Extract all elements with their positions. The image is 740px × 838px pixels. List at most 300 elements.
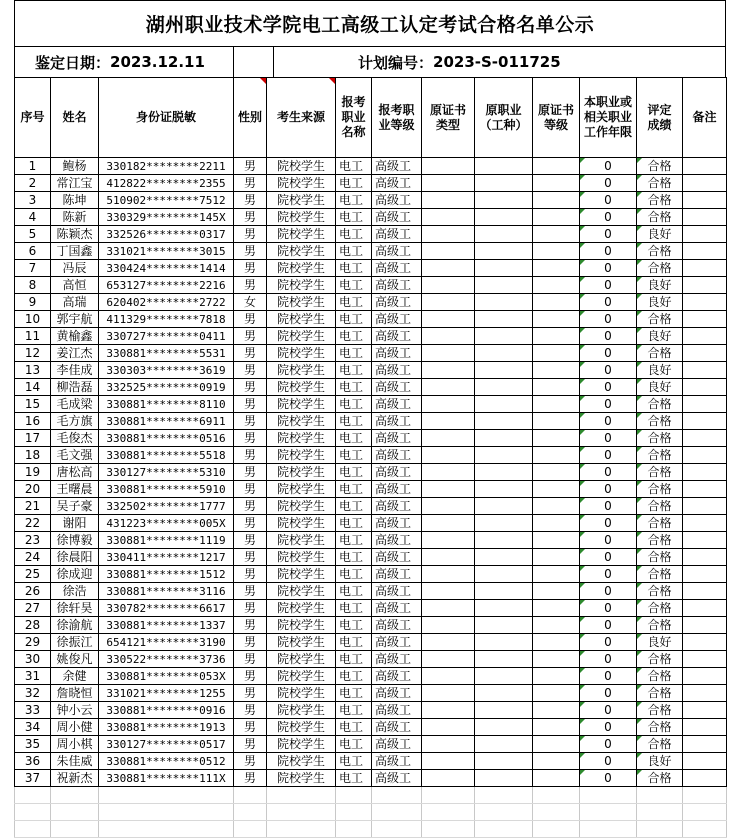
cell-id[interactable]: 332525********0919: [99, 379, 234, 396]
cell-name[interactable]: 吴子豪: [51, 498, 99, 515]
cell-cert-type[interactable]: [422, 617, 475, 634]
empty-cell[interactable]: [683, 787, 727, 804]
cell-result[interactable]: 合格: [637, 192, 683, 209]
empty-cell[interactable]: [533, 787, 580, 804]
cell-seq[interactable]: 15: [15, 396, 51, 413]
cell-cert-level[interactable]: [533, 345, 580, 362]
header-result[interactable]: 评定成绩: [637, 78, 683, 158]
empty-cell[interactable]: [234, 787, 267, 804]
cell-cert-type[interactable]: [422, 243, 475, 260]
cell-name[interactable]: 毛俊杰: [51, 430, 99, 447]
cell-orig-job[interactable]: [475, 464, 533, 481]
cell-occupation[interactable]: 电工: [336, 651, 372, 668]
cell-cert-level[interactable]: [533, 294, 580, 311]
cell-source[interactable]: 院校学生: [267, 243, 336, 260]
cell-name[interactable]: 黄榆鑫: [51, 328, 99, 345]
cell-level[interactable]: 高级工: [372, 719, 422, 736]
cell-remark[interactable]: [683, 243, 727, 260]
cell-name[interactable]: 徐轩昊: [51, 600, 99, 617]
cell-cert-type[interactable]: [422, 260, 475, 277]
cell-seq[interactable]: 27: [15, 600, 51, 617]
empty-cell[interactable]: [637, 804, 683, 821]
cell-cert-level[interactable]: [533, 464, 580, 481]
cell-cert-type[interactable]: [422, 277, 475, 294]
cell-id[interactable]: 330182********2211: [99, 158, 234, 175]
empty-cell[interactable]: [372, 787, 422, 804]
cell-result[interactable]: 良好: [637, 294, 683, 311]
cell-cert-level[interactable]: [533, 498, 580, 515]
cell-cert-level[interactable]: [533, 515, 580, 532]
cell-seq[interactable]: 3: [15, 192, 51, 209]
header-id[interactable]: 身份证脱敏: [99, 78, 234, 158]
cell-level[interactable]: 高级工: [372, 753, 422, 770]
cell-orig-job[interactable]: [475, 702, 533, 719]
cell-orig-job[interactable]: [475, 481, 533, 498]
cell-cert-level[interactable]: [533, 158, 580, 175]
cell-years[interactable]: 0: [580, 634, 637, 651]
cell-source[interactable]: 院校学生: [267, 192, 336, 209]
cell-source[interactable]: 院校学生: [267, 226, 336, 243]
cell-source[interactable]: 院校学生: [267, 719, 336, 736]
cell-remark[interactable]: [683, 430, 727, 447]
cell-source[interactable]: 院校学生: [267, 464, 336, 481]
cell-years[interactable]: 0: [580, 396, 637, 413]
cell-cert-level[interactable]: [533, 668, 580, 685]
header-name[interactable]: 姓名: [51, 78, 99, 158]
cell-level[interactable]: 高级工: [372, 413, 422, 430]
cell-occupation[interactable]: 电工: [336, 583, 372, 600]
cell-level[interactable]: 高级工: [372, 430, 422, 447]
cell-remark[interactable]: [683, 549, 727, 566]
cell-years[interactable]: 0: [580, 617, 637, 634]
empty-cell[interactable]: [637, 821, 683, 838]
cell-name[interactable]: 钟小云: [51, 702, 99, 719]
cell-source[interactable]: 院校学生: [267, 515, 336, 532]
cell-source[interactable]: 院校学生: [267, 277, 336, 294]
cell-level[interactable]: 高级工: [372, 345, 422, 362]
cell-seq[interactable]: 20: [15, 481, 51, 498]
cell-id[interactable]: 330881********111X: [99, 770, 234, 787]
cell-remark[interactable]: [683, 685, 727, 702]
cell-cert-level[interactable]: [533, 770, 580, 787]
cell-cert-level[interactable]: [533, 566, 580, 583]
cell-cert-level[interactable]: [533, 175, 580, 192]
cell-gender[interactable]: 男: [234, 243, 267, 260]
cell-name[interactable]: 毛方旗: [51, 413, 99, 430]
cell-cert-level[interactable]: [533, 617, 580, 634]
cell-id[interactable]: 510902********7512: [99, 192, 234, 209]
empty-cell[interactable]: [234, 804, 267, 821]
cell-occupation[interactable]: 电工: [336, 549, 372, 566]
cell-name[interactable]: 徐博毅: [51, 532, 99, 549]
cell-cert-type[interactable]: [422, 413, 475, 430]
cell-years[interactable]: 0: [580, 260, 637, 277]
cell-name[interactable]: 唐松高: [51, 464, 99, 481]
cell-gender[interactable]: 男: [234, 549, 267, 566]
cell-occupation[interactable]: 电工: [336, 311, 372, 328]
cell-name[interactable]: 毛文强: [51, 447, 99, 464]
cell-remark[interactable]: [683, 668, 727, 685]
cell-orig-job[interactable]: [475, 685, 533, 702]
empty-cell[interactable]: [580, 821, 637, 838]
cell-name[interactable]: 徐晨阳: [51, 549, 99, 566]
cell-gender[interactable]: 男: [234, 753, 267, 770]
cell-level[interactable]: 高级工: [372, 294, 422, 311]
cell-level[interactable]: 高级工: [372, 175, 422, 192]
cell-remark[interactable]: [683, 736, 727, 753]
cell-source[interactable]: 院校学生: [267, 447, 336, 464]
cell-source[interactable]: 院校学生: [267, 294, 336, 311]
cell-result[interactable]: 合格: [637, 447, 683, 464]
cell-source[interactable]: 院校学生: [267, 209, 336, 226]
cell-occupation[interactable]: 电工: [336, 345, 372, 362]
cell-seq[interactable]: 24: [15, 549, 51, 566]
cell-remark[interactable]: [683, 651, 727, 668]
cell-orig-job[interactable]: [475, 192, 533, 209]
cell-name[interactable]: 高瑞: [51, 294, 99, 311]
cell-years[interactable]: 0: [580, 362, 637, 379]
cell-level[interactable]: 高级工: [372, 396, 422, 413]
header-seq[interactable]: 序号: [15, 78, 51, 158]
header-level[interactable]: 报考职业等级: [372, 78, 422, 158]
cell-level[interactable]: 高级工: [372, 260, 422, 277]
cell-level[interactable]: 高级工: [372, 566, 422, 583]
cell-level[interactable]: 高级工: [372, 226, 422, 243]
cell-cert-level[interactable]: [533, 192, 580, 209]
cell-name[interactable]: 朱佳威: [51, 753, 99, 770]
empty-cell[interactable]: [422, 787, 475, 804]
cell-gender[interactable]: 男: [234, 362, 267, 379]
cell-years[interactable]: 0: [580, 532, 637, 549]
empty-cell[interactable]: [475, 821, 533, 838]
cell-level[interactable]: 高级工: [372, 549, 422, 566]
cell-occupation[interactable]: 电工: [336, 464, 372, 481]
cell-cert-level[interactable]: [533, 413, 580, 430]
cell-seq[interactable]: 10: [15, 311, 51, 328]
cell-name[interactable]: 姚俊凡: [51, 651, 99, 668]
header-cert-level[interactable]: 原证书等级: [533, 78, 580, 158]
cell-occupation[interactable]: 电工: [336, 294, 372, 311]
cell-cert-level[interactable]: [533, 209, 580, 226]
cell-years[interactable]: 0: [580, 158, 637, 175]
cell-id[interactable]: 330127********0517: [99, 736, 234, 753]
cell-result[interactable]: 合格: [637, 311, 683, 328]
cell-years[interactable]: 0: [580, 430, 637, 447]
cell-orig-job[interactable]: [475, 668, 533, 685]
cell-occupation[interactable]: 电工: [336, 532, 372, 549]
cell-source[interactable]: 院校学生: [267, 617, 336, 634]
cell-name[interactable]: 陈颖杰: [51, 226, 99, 243]
cell-years[interactable]: 0: [580, 413, 637, 430]
cell-source[interactable]: 院校学生: [267, 753, 336, 770]
empty-cell[interactable]: [580, 804, 637, 821]
cell-source[interactable]: 院校学生: [267, 770, 336, 787]
cell-gender[interactable]: 男: [234, 396, 267, 413]
cell-cert-level[interactable]: [533, 430, 580, 447]
cell-occupation[interactable]: 电工: [336, 753, 372, 770]
cell-level[interactable]: 高级工: [372, 243, 422, 260]
cell-source[interactable]: 院校学生: [267, 600, 336, 617]
cell-seq[interactable]: 2: [15, 175, 51, 192]
cell-occupation[interactable]: 电工: [336, 736, 372, 753]
cell-cert-type[interactable]: [422, 668, 475, 685]
cell-result[interactable]: 合格: [637, 345, 683, 362]
cell-source[interactable]: 院校学生: [267, 481, 336, 498]
cell-cert-type[interactable]: [422, 549, 475, 566]
cell-remark[interactable]: [683, 277, 727, 294]
cell-years[interactable]: 0: [580, 192, 637, 209]
cell-occupation[interactable]: 电工: [336, 396, 372, 413]
cell-result[interactable]: 合格: [637, 566, 683, 583]
cell-id[interactable]: 653127********2216: [99, 277, 234, 294]
cell-occupation[interactable]: 电工: [336, 328, 372, 345]
cell-result[interactable]: 良好: [637, 753, 683, 770]
cell-result[interactable]: 合格: [637, 651, 683, 668]
cell-remark[interactable]: [683, 209, 727, 226]
cell-years[interactable]: 0: [580, 209, 637, 226]
cell-remark[interactable]: [683, 175, 727, 192]
cell-orig-job[interactable]: [475, 345, 533, 362]
cell-seq[interactable]: 16: [15, 413, 51, 430]
empty-cell[interactable]: [580, 787, 637, 804]
cell-level[interactable]: 高级工: [372, 447, 422, 464]
cell-cert-level[interactable]: [533, 634, 580, 651]
cell-source[interactable]: 院校学生: [267, 634, 336, 651]
cell-level[interactable]: 高级工: [372, 702, 422, 719]
cell-result[interactable]: 合格: [637, 464, 683, 481]
cell-source[interactable]: 院校学生: [267, 345, 336, 362]
cell-occupation[interactable]: 电工: [336, 260, 372, 277]
cell-level[interactable]: 高级工: [372, 311, 422, 328]
cell-remark[interactable]: [683, 226, 727, 243]
cell-years[interactable]: 0: [580, 311, 637, 328]
cell-cert-type[interactable]: [422, 294, 475, 311]
cell-id[interactable]: 331021********3015: [99, 243, 234, 260]
cell-remark[interactable]: [683, 583, 727, 600]
cell-name[interactable]: 常江宝: [51, 175, 99, 192]
cell-id[interactable]: 330881********3116: [99, 583, 234, 600]
header-occupation[interactable]: 报考职业名称: [336, 78, 372, 158]
cell-orig-job[interactable]: [475, 532, 533, 549]
cell-gender[interactable]: 男: [234, 192, 267, 209]
cell-result[interactable]: 合格: [637, 685, 683, 702]
cell-remark[interactable]: [683, 311, 727, 328]
cell-years[interactable]: 0: [580, 447, 637, 464]
cell-cert-type[interactable]: [422, 345, 475, 362]
cell-years[interactable]: 0: [580, 226, 637, 243]
cell-id[interactable]: 330127********5310: [99, 464, 234, 481]
cell-cert-type[interactable]: [422, 209, 475, 226]
cell-result[interactable]: 良好: [637, 362, 683, 379]
cell-source[interactable]: 院校学生: [267, 498, 336, 515]
cell-cert-level[interactable]: [533, 311, 580, 328]
cell-cert-type[interactable]: [422, 328, 475, 345]
header-gender[interactable]: 性别: [234, 78, 267, 158]
cell-cert-type[interactable]: [422, 379, 475, 396]
cell-cert-type[interactable]: [422, 362, 475, 379]
cell-years[interactable]: 0: [580, 243, 637, 260]
cell-years[interactable]: 0: [580, 464, 637, 481]
cell-years[interactable]: 0: [580, 515, 637, 532]
cell-orig-job[interactable]: [475, 362, 533, 379]
cell-id[interactable]: 620402********2722: [99, 294, 234, 311]
empty-cell[interactable]: [372, 821, 422, 838]
cell-years[interactable]: 0: [580, 566, 637, 583]
cell-name[interactable]: 冯辰: [51, 260, 99, 277]
cell-remark[interactable]: [683, 464, 727, 481]
cell-occupation[interactable]: 电工: [336, 498, 372, 515]
cell-orig-job[interactable]: [475, 498, 533, 515]
cell-years[interactable]: 0: [580, 770, 637, 787]
cell-seq[interactable]: 17: [15, 430, 51, 447]
cell-result[interactable]: 合格: [637, 736, 683, 753]
cell-gender[interactable]: 男: [234, 617, 267, 634]
cell-years[interactable]: 0: [580, 345, 637, 362]
cell-gender[interactable]: 男: [234, 668, 267, 685]
cell-level[interactable]: 高级工: [372, 192, 422, 209]
cell-orig-job[interactable]: [475, 379, 533, 396]
cell-remark[interactable]: [683, 481, 727, 498]
cell-name[interactable]: 柳浩磊: [51, 379, 99, 396]
cell-gender[interactable]: 男: [234, 345, 267, 362]
cell-years[interactable]: 0: [580, 379, 637, 396]
cell-cert-level[interactable]: [533, 447, 580, 464]
cell-gender[interactable]: 男: [234, 413, 267, 430]
cell-remark[interactable]: [683, 498, 727, 515]
cell-name[interactable]: 祝新杰: [51, 770, 99, 787]
cell-id[interactable]: 330881********0516: [99, 430, 234, 447]
cell-occupation[interactable]: 电工: [336, 634, 372, 651]
cell-cert-level[interactable]: [533, 583, 580, 600]
cell-name[interactable]: 周小健: [51, 719, 99, 736]
empty-cell[interactable]: [637, 787, 683, 804]
cell-occupation[interactable]: 电工: [336, 243, 372, 260]
cell-source[interactable]: 院校学生: [267, 685, 336, 702]
cell-orig-job[interactable]: [475, 634, 533, 651]
cell-orig-job[interactable]: [475, 226, 533, 243]
cell-gender[interactable]: 男: [234, 379, 267, 396]
cell-level[interactable]: 高级工: [372, 379, 422, 396]
cell-result[interactable]: 合格: [637, 532, 683, 549]
cell-occupation[interactable]: 电工: [336, 566, 372, 583]
cell-id[interactable]: 330411********1217: [99, 549, 234, 566]
cell-cert-type[interactable]: [422, 175, 475, 192]
cell-level[interactable]: 高级工: [372, 651, 422, 668]
cell-id[interactable]: 330881********5531: [99, 345, 234, 362]
cell-occupation[interactable]: 电工: [336, 209, 372, 226]
cell-name[interactable]: 谢阳: [51, 515, 99, 532]
empty-cell[interactable]: [267, 821, 336, 838]
cell-id[interactable]: 330881********5910: [99, 481, 234, 498]
empty-cell[interactable]: [422, 804, 475, 821]
cell-cert-level[interactable]: [533, 719, 580, 736]
cell-orig-job[interactable]: [475, 753, 533, 770]
cell-id[interactable]: 330881********5518: [99, 447, 234, 464]
cell-result[interactable]: 合格: [637, 175, 683, 192]
cell-id[interactable]: 330881********1119: [99, 532, 234, 549]
cell-occupation[interactable]: 电工: [336, 362, 372, 379]
cell-id[interactable]: 654121********3190: [99, 634, 234, 651]
cell-orig-job[interactable]: [475, 770, 533, 787]
empty-cell[interactable]: [372, 804, 422, 821]
cell-source[interactable]: 院校学生: [267, 413, 336, 430]
header-years[interactable]: 本职业或相关职业工作年限: [580, 78, 637, 158]
cell-years[interactable]: 0: [580, 549, 637, 566]
empty-cell[interactable]: [267, 804, 336, 821]
cell-seq[interactable]: 11: [15, 328, 51, 345]
cell-orig-job[interactable]: [475, 277, 533, 294]
cell-level[interactable]: 高级工: [372, 481, 422, 498]
cell-cert-type[interactable]: [422, 634, 475, 651]
cell-seq[interactable]: 12: [15, 345, 51, 362]
cell-years[interactable]: 0: [580, 651, 637, 668]
cell-id[interactable]: 330329********145X: [99, 209, 234, 226]
empty-cell[interactable]: [422, 821, 475, 838]
cell-cert-type[interactable]: [422, 566, 475, 583]
cell-id[interactable]: 330881********053X: [99, 668, 234, 685]
cell-occupation[interactable]: 电工: [336, 668, 372, 685]
cell-gender[interactable]: 男: [234, 311, 267, 328]
cell-cert-type[interactable]: [422, 481, 475, 498]
cell-name[interactable]: 徐成迎: [51, 566, 99, 583]
cell-seq[interactable]: 18: [15, 447, 51, 464]
date-cell[interactable]: [15, 47, 234, 77]
cell-result[interactable]: 合格: [637, 583, 683, 600]
cell-occupation[interactable]: 电工: [336, 600, 372, 617]
cell-gender[interactable]: 男: [234, 464, 267, 481]
cell-orig-job[interactable]: [475, 209, 533, 226]
cell-seq[interactable]: 23: [15, 532, 51, 549]
empty-cell[interactable]: [683, 804, 727, 821]
cell-gender[interactable]: 男: [234, 430, 267, 447]
cell-level[interactable]: 高级工: [372, 583, 422, 600]
cell-seq[interactable]: 5: [15, 226, 51, 243]
cell-years[interactable]: 0: [580, 175, 637, 192]
cell-name[interactable]: 詹晓恒: [51, 685, 99, 702]
cell-cert-type[interactable]: [422, 515, 475, 532]
cell-remark[interactable]: [683, 379, 727, 396]
cell-cert-level[interactable]: [533, 549, 580, 566]
cell-gender[interactable]: 男: [234, 702, 267, 719]
cell-source[interactable]: 院校学生: [267, 566, 336, 583]
cell-years[interactable]: 0: [580, 277, 637, 294]
cell-level[interactable]: 高级工: [372, 362, 422, 379]
cell-remark[interactable]: [683, 192, 727, 209]
cell-remark[interactable]: [683, 617, 727, 634]
cell-seq[interactable]: 19: [15, 464, 51, 481]
cell-seq[interactable]: 4: [15, 209, 51, 226]
cell-years[interactable]: 0: [580, 702, 637, 719]
cell-result[interactable]: 合格: [637, 617, 683, 634]
cell-orig-job[interactable]: [475, 294, 533, 311]
cell-cert-type[interactable]: [422, 770, 475, 787]
cell-orig-job[interactable]: [475, 617, 533, 634]
cell-remark[interactable]: [683, 515, 727, 532]
cell-orig-job[interactable]: [475, 328, 533, 345]
cell-seq[interactable]: 21: [15, 498, 51, 515]
cell-cert-level[interactable]: [533, 226, 580, 243]
cell-source[interactable]: 院校学生: [267, 362, 336, 379]
empty-cell[interactable]: [99, 804, 234, 821]
cell-cert-level[interactable]: [533, 328, 580, 345]
header-source[interactable]: 考生来源: [267, 78, 336, 158]
cell-gender[interactable]: 男: [234, 583, 267, 600]
cell-years[interactable]: 0: [580, 753, 637, 770]
cell-result[interactable]: 良好: [637, 277, 683, 294]
cell-level[interactable]: 高级工: [372, 685, 422, 702]
cell-level[interactable]: 高级工: [372, 532, 422, 549]
cell-remark[interactable]: [683, 413, 727, 430]
